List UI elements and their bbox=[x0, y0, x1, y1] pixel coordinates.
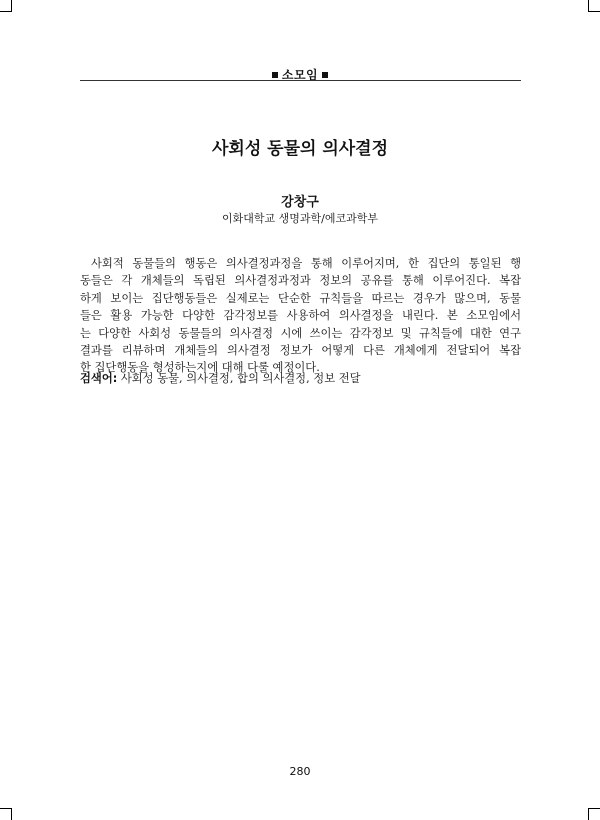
page-number: 280 bbox=[289, 765, 311, 778]
abstract bbox=[80, 255, 521, 377]
header-rule bbox=[80, 80, 521, 81]
keywords-label: 검색어: bbox=[80, 372, 118, 385]
abstract-line: 는 다양한 사회성 동물들의 의사결정 시에 쓰이는 감각정보 및 규칙들에 대한 연구 bbox=[80, 326, 521, 340]
crop-mark-bottom-left-v bbox=[11, 808, 12, 820]
author-name: 강창구 bbox=[281, 195, 319, 210]
abstract-line: 한 집단행동을 형성하는지에 대해 다룰 예정이다. bbox=[80, 361, 320, 375]
abstract-line: 하게 보이는 집단행동들은 실제로는 단순한 규칙들을 따르는 경우가 많으며, 동물 bbox=[80, 291, 521, 305]
abstract-line: 동들은 각 개체들의 독립된 의사결정과정과 정보의 공유를 통해 이루어진다. 복잡 bbox=[80, 274, 521, 288]
author-affiliation: 이화대학교 생명과학/에코과학부 bbox=[222, 212, 378, 225]
section-label: 소모임 bbox=[281, 68, 319, 82]
crop-mark-top-left-v bbox=[11, 0, 12, 12]
abstract-line: 결과를 리뷰하며 개체들의 의사결정 정보가 어떻게 다른 개체에게 전달되어 복잡 bbox=[80, 343, 521, 357]
abstract-line: 들은 활용 가능한 다양한 감각정보를 사용하여 의사결정을 내린다. 본 소모임에서 bbox=[80, 309, 521, 323]
keywords-list: 사회성 동물, 의사결정, 합의 의사결정, 정보 전달 bbox=[120, 372, 361, 385]
abstract-line: 사회적 동물들의 행동은 의사결정과정을 통해 이루어지며, 한 집단의 통일된 행 bbox=[91, 257, 521, 270]
article-title: 사회성 동물의 의사결정 bbox=[211, 139, 389, 159]
square-bullet-icon bbox=[322, 72, 328, 78]
keywords bbox=[80, 370, 521, 387]
square-bullet-icon bbox=[272, 72, 278, 78]
crop-mark-top-right-v bbox=[588, 0, 589, 12]
crop-mark-bottom-right-v bbox=[588, 808, 589, 820]
crop-mark-top-right-h bbox=[588, 11, 600, 12]
crop-mark-bottom-right-h bbox=[588, 808, 600, 809]
